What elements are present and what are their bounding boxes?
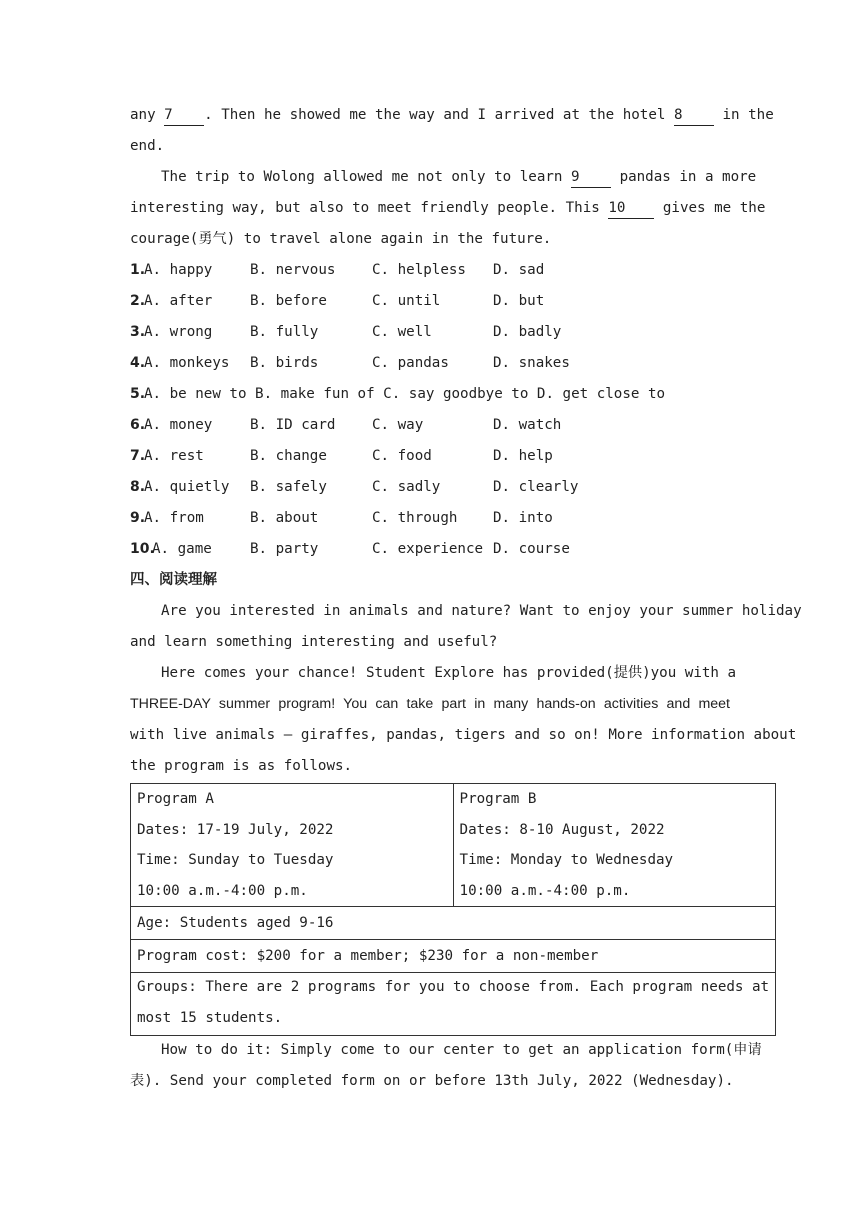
passage-text: any <box>130 107 156 123</box>
passage-line-4 <box>130 193 766 224</box>
blank-9: 9 <box>571 167 611 188</box>
question-8 <box>130 472 730 503</box>
age-text: Age: Students aged 9-16 <box>137 915 334 931</box>
option-b: B. fully <box>250 324 319 340</box>
reading-line: Here comes your chance! Student Explore has provided(提供)you with a <box>161 665 737 681</box>
option-a: A. rest <box>144 448 204 464</box>
question-9 <box>130 503 730 534</box>
option-b: B. change <box>250 448 327 464</box>
option-d: D. badly <box>493 324 562 340</box>
passage-text: pandas in a more <box>619 169 757 185</box>
blank-10: 10 <box>608 198 654 219</box>
passage-line-2: end. <box>130 138 165 154</box>
option-c: C. way <box>372 417 424 433</box>
option-d: D. sad <box>493 262 545 278</box>
program-b-title: Program B <box>459 791 537 807</box>
options-inline: A. be new to B. make fun of C. say goodbye to D. get close to <box>144 386 666 402</box>
question-number: 9. <box>130 510 146 526</box>
program-b-hours: 10:00 a.m.-4:00 p.m. <box>459 882 631 899</box>
cost-cell <box>131 940 776 973</box>
option-d: D. but <box>493 293 545 309</box>
reading-line: the program is as follows. <box>130 758 353 774</box>
option-a: A. monkeys <box>144 355 230 371</box>
question-5 <box>130 379 730 410</box>
option-a: A. money <box>144 417 213 433</box>
option-a: A. after <box>144 293 213 309</box>
application-line: How to do it: Simply come to our center to get an application form(申请 <box>161 1042 762 1058</box>
passage-text: interesting way, but also to meet friendly people. This <box>130 200 600 216</box>
document-body <box>130 100 802 782</box>
option-b: B. before <box>250 293 327 309</box>
option-a: A. wrong <box>144 324 213 340</box>
question-number: 10. <box>130 541 155 557</box>
blank-7: 7 <box>164 105 204 126</box>
option-b: B. party <box>250 541 319 557</box>
option-c: C. sadly <box>372 479 441 495</box>
question-10 <box>130 534 730 565</box>
groups-text: Groups: There are 2 programs for you to choose from. Each program needs at <box>137 979 770 995</box>
option-a: A. happy <box>144 262 213 278</box>
question-1 <box>130 255 730 286</box>
question-number: 2. <box>130 293 146 309</box>
table-row <box>131 940 776 973</box>
question-number: 8. <box>130 479 146 495</box>
reading-line: with live animals — giraffes, pandas, tigers and so on! More information about <box>130 727 797 743</box>
question-number: 4. <box>130 355 146 371</box>
reading-line: and learn something interesting and useful? <box>130 634 498 650</box>
option-d: D. course <box>493 541 570 557</box>
option-a: A. game <box>152 541 212 557</box>
groups-text: most 15 students. <box>137 1010 283 1026</box>
program-table <box>130 783 776 1036</box>
option-b: B. nervous <box>250 262 336 278</box>
option-b: B. birds <box>250 355 319 371</box>
question-4 <box>130 348 730 379</box>
program-a-time: Time: Sunday to Tuesday <box>137 852 334 868</box>
program-b-dates: Dates: 8-10 August, 2022 <box>459 821 665 838</box>
program-a-dates: Dates: 17-19 July, 2022 <box>137 821 334 838</box>
option-b: B. ID card <box>250 417 336 433</box>
reading-line: Are you interested in animals and nature? Want to enjoy your summer holiday <box>161 603 802 619</box>
passage-line-1 <box>130 100 774 131</box>
option-c: C. pandas <box>372 355 449 371</box>
question-number: 1. <box>130 262 146 278</box>
question-number: 5. <box>130 386 146 402</box>
option-d: D. into <box>493 510 553 526</box>
option-c: C. until <box>372 293 441 309</box>
option-a: A. from <box>144 510 204 526</box>
program-b-cell <box>453 784 776 907</box>
table-row <box>131 973 776 1036</box>
section-title: 四、阅读理解 <box>130 572 217 588</box>
program-b-time: Time: Monday to Wednesday <box>459 852 674 868</box>
question-7 <box>130 441 730 472</box>
cost-text: Program cost: $200 for a member; $230 for a non-member <box>137 948 599 964</box>
option-d: D. snakes <box>493 355 570 371</box>
passage-line-3 <box>130 162 757 193</box>
option-c: C. well <box>372 324 432 340</box>
option-b: B. about <box>250 510 319 526</box>
question-2 <box>130 286 730 317</box>
passage-text: . Then he showed me the way and I arrived at the hotel <box>204 107 666 123</box>
blank-8: 8 <box>674 105 714 126</box>
option-b: B. safely <box>250 479 327 495</box>
reading-line: THREE-DAY summer program! You can take part in many hands-on activities and meet <box>130 696 730 712</box>
groups-cell <box>131 973 776 1036</box>
passage-text: The trip to Wolong allowed me not only to learn <box>161 169 563 185</box>
passage-text: gives me the <box>662 200 766 216</box>
question-number: 3. <box>130 324 146 340</box>
option-d: D. watch <box>493 417 562 433</box>
question-number: 6. <box>130 417 146 433</box>
question-6 <box>130 410 730 441</box>
option-c: C. food <box>372 448 432 464</box>
application-info <box>130 1035 762 1097</box>
option-c: C. experience <box>372 541 484 557</box>
question-number: 7. <box>130 448 146 464</box>
option-d: D. clearly <box>493 479 579 495</box>
program-a-cell <box>131 784 454 907</box>
option-c: C. through <box>372 510 458 526</box>
program-a-hours: 10:00 a.m.-4:00 p.m. <box>137 882 308 899</box>
question-3 <box>130 317 730 348</box>
table-row <box>131 907 776 940</box>
option-d: D. help <box>493 448 553 464</box>
passage-line-5: courage(勇气) to travel alone again in the future. <box>130 231 552 247</box>
passage-text: in the <box>722 107 774 123</box>
program-a-title: Program A <box>137 791 214 807</box>
option-a: A. quietly <box>144 479 230 495</box>
table-row <box>131 784 776 907</box>
option-c: C. helpless <box>372 262 466 278</box>
age-cell <box>131 907 776 940</box>
application-line: 表). Send your completed form on or before 13th July, 2022 (Wednesday). <box>130 1073 734 1089</box>
